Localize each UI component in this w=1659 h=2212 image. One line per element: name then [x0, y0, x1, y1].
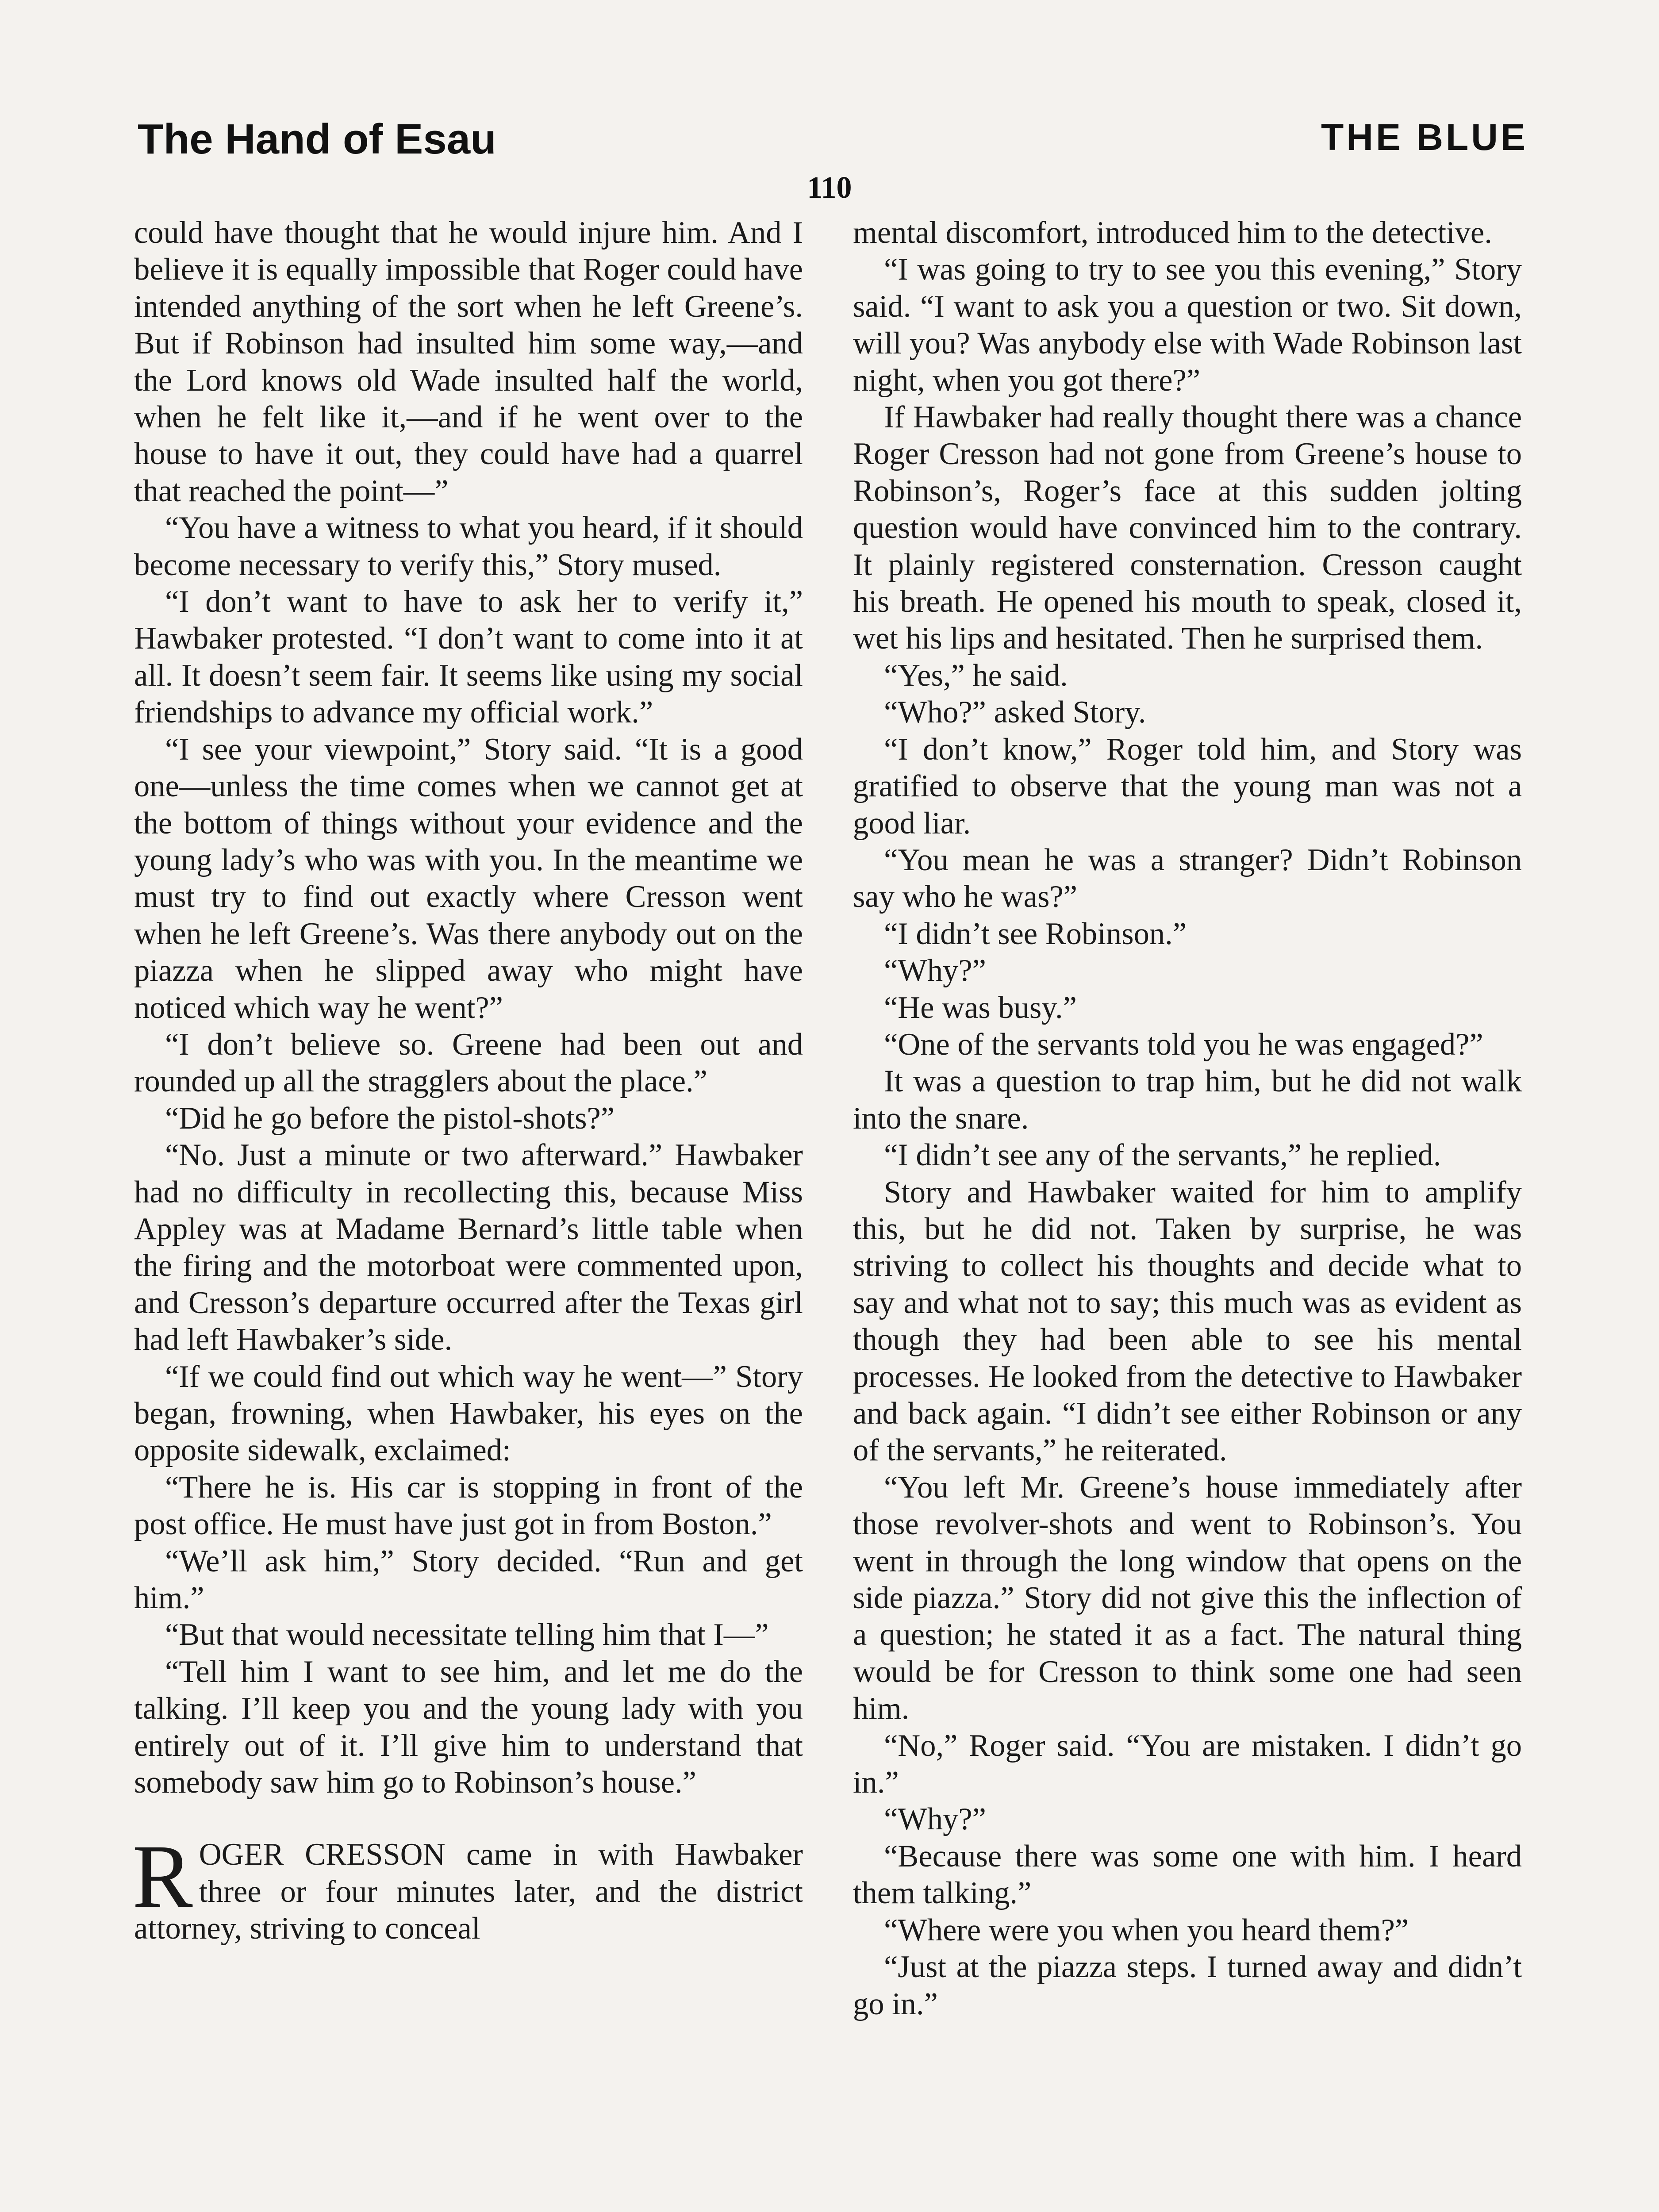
paragraph: “I didn’t see Robinson.”: [884, 916, 1187, 951]
paragraph: “Why?”: [884, 1802, 986, 1837]
page-number: 110: [807, 171, 852, 205]
paragraph: “Yes,” he said.: [884, 658, 1068, 693]
paragraph: “No,” Roger said. “You are mistaken. I didn’t go in.”: [853, 1728, 1522, 1800]
paragraph: “Who?” asked Story.: [884, 695, 1146, 730]
left-column: [134, 215, 803, 1947]
right-column-paragraphs: [853, 215, 1522, 2023]
paragraph: “Just at the piazza steps. I turned away and didn’t go in.”: [853, 1950, 1522, 2021]
paragraph: “You have a witness to what you heard, if it should become necessary to verify this,” Story mused.: [134, 511, 803, 582]
section-start-text: OGER CRESSON came in with Hawbaker three or four minutes later, and the district attorney, striving to conceal: [134, 1837, 803, 1946]
paragraph: “I don’t believe so. Greene had been out and rounded up all the stragglers about the place.”: [134, 1027, 803, 1099]
paragraph: “Why?”: [884, 953, 986, 988]
magazine-name: THE BLUE: [1321, 116, 1528, 158]
paragraph: could have thought that he would injure him. And I believe it is equally impossible that Roger could have intended anything of the sort when he left Greene’s. But if Robinson had insulted him some way,—and the Lord knows old Wade insulted half the world, when he felt like it,—and if he went over to the house to have it out, they could have had a quarrel that reached the point—”: [134, 215, 803, 508]
section-start-paragraph: [132, 1826, 803, 1947]
paragraph: “You left Mr. Greene’s house immediately after those revolver-shots and went to Robinson’s. You went in through the long window that opens on the side piazza.” Story did not give this the inflection of a question; he stated it as a fact. The natural thing would be for Cresson to think some one had seen him.: [853, 1470, 1522, 1726]
paragraph: “I didn’t see any of the servants,” he replied.: [884, 1138, 1441, 1173]
paragraph: “Where were you when you heard them?”: [884, 1912, 1409, 1947]
paragraph: It was a question to trap him, but he did not walk into the snare.: [853, 1064, 1522, 1136]
paragraph: “We’ll ask him,” Story decided. “Run and get him.”: [134, 1544, 803, 1616]
paragraph: “One of the servants told you he was engaged?”: [884, 1027, 1483, 1062]
paragraph: “I see your viewpoint,” Story said. “It is a good one—unless the time comes when we cannot get at the bottom of things without your evidence and the young lady’s who was with you. In the meantime we must try to find out exactly where Cresson went when he left Greene’s. Was there anybody out on the piazza when he slipped away who might have noticed which way he went?”: [134, 732, 803, 1025]
drop-cap: R: [132, 1826, 193, 1927]
paragraph: “Because there was some one with him. I heard them talking.”: [853, 1839, 1522, 1911]
paragraph: “He was busy.”: [884, 990, 1077, 1025]
paragraph: Story and Hawbaker waited for him to amplify this, but he did not. Taken by surprise, he was striving to collect his thoughts and decide what to say and what not to say; this much was as evident as though they had been able to see his mental processes. He looked from the detective to Hawbaker and back again. “I didn’t see either Robinson or any of the servants,” he reiterated.: [853, 1175, 1522, 1468]
story-title: The Hand of Esau: [138, 115, 496, 163]
paragraph: mental discomfort, introduced him to the detective.: [853, 215, 1492, 250]
paragraph: “You mean he was a stranger? Didn’t Robinson say who he was?”: [853, 842, 1522, 914]
paragraph: “If we could find out which way he went—” Story began, frowning, when Hawbaker, his eyes on the opposite sidewalk, exclaimed:: [134, 1359, 803, 1468]
paragraph: “I don’t know,” Roger told him, and Story was gratified to observe that the young man was not a good liar.: [853, 732, 1522, 841]
paragraph: “Tell him I want to see him, and let me do the talking. I’ll keep you and the young lady with you entirely out of it. I’ll give him to understand that somebody saw him go to Robinson’s house.”: [134, 1654, 803, 1800]
left-column-paragraphs: [134, 215, 803, 1801]
paragraph: “I was going to try to see you this evening,” Story said. “I want to ask you a question or two. Sit down, will you? Was anybody else with Wade Robinson last night, when you got there?”: [853, 252, 1522, 398]
right-column: [853, 215, 1522, 2023]
paragraph: “No. Just a minute or two afterward.” Hawbaker had no difficulty in recollecting this, because Miss Appley was at Madame Bernard’s little table when the firing and the motorboat were commented upon, and Cresson’s departure occurred after the Texas girl had left Hawbaker’s side.: [134, 1138, 803, 1357]
paragraph: “Did he go before the pistol-shots?”: [165, 1101, 615, 1136]
paragraph: If Hawbaker had really thought there was a chance Roger Cresson had not gone from Greene’s house to Robinson’s, Roger’s face at this sudden jolting question would have convinced him to the contrary. It plainly registered consternation. Cresson caught his breath. He opened his mouth to speak, closed it, wet his lips and hesitated. Then he surprised them.: [853, 400, 1522, 656]
paragraph: “I don’t want to have to ask her to verify it,” Hawbaker protested. “I don’t want to come into it at all. It doesn’t seem fair. It seems like using my social friendships to advance my official work.”: [134, 584, 803, 730]
paragraph: “There he is. His car is stopping in front of the post office. He must have just got in from Boston.”: [134, 1470, 803, 1542]
paragraph: “But that would necessitate telling him that I—”: [165, 1617, 769, 1652]
